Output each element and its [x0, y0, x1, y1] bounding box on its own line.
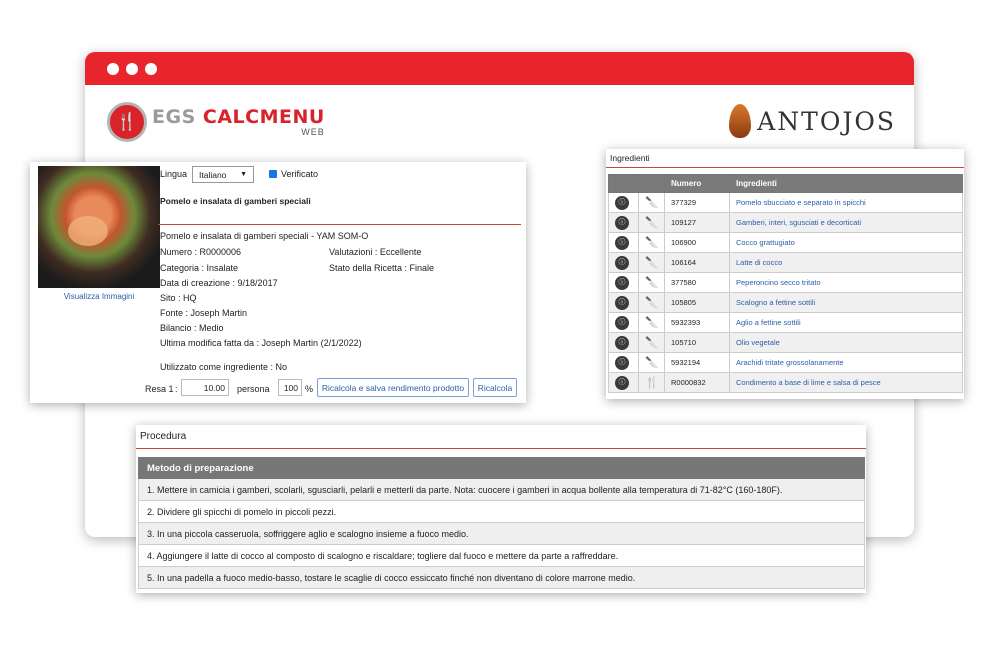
ingredient-name-link[interactable]: Peperoncino secco tritato: [730, 273, 963, 293]
procedure-step: 5. In una padella a fuoco medio-basso, tostare le scaglie di cocco essiccato finché non diventano di colore marrone medio.: [139, 567, 865, 589]
flame-icon: [729, 104, 751, 138]
calcmenu-logo-icon: 🍴: [107, 102, 147, 142]
logo-calcmenu: CALCMENU: [202, 105, 325, 128]
verified-label: Verificato: [281, 169, 319, 179]
ingredient-tool-cell: [639, 253, 665, 273]
language-select[interactable]: [192, 166, 254, 183]
ingredient-tool-cell: [639, 373, 665, 393]
ingredient-info-icon[interactable]: ⓘ: [615, 216, 629, 230]
chevron-down-icon: ▼: [240, 171, 247, 178]
recipe-title: Pomelo e insalata di gamberi speciali: [160, 196, 311, 206]
percent-sign: %: [305, 384, 314, 394]
ingredient-number: 105805: [665, 293, 730, 313]
egs-calcmenu-logo: [107, 102, 325, 142]
prep-tool-icon: 🔪: [645, 197, 659, 209]
table-row: [609, 253, 963, 273]
brand-name: ANTOJOS: [757, 106, 896, 136]
ingredient-number: 106164: [665, 253, 730, 273]
language-label: Lingua: [160, 169, 188, 179]
recipe-photo[interactable]: [38, 166, 160, 288]
ingredient-tool-cell: [639, 193, 665, 213]
procedure-step: 3. In una piccola casseruola, soffriggere aglio e scalogno insieme a fuoco medio.: [139, 523, 865, 545]
ingredient-tool-cell: [639, 233, 665, 253]
table-row: [139, 479, 865, 501]
logo-wordmark: [152, 105, 325, 128]
category-value: Insalate: [206, 263, 239, 273]
used-as-ingredient: Utilizzato come ingrediente : No: [160, 362, 288, 372]
window-dot-icon[interactable]: [145, 63, 157, 75]
yield-input[interactable]: 10.00: [181, 379, 229, 396]
ingredient-number: 105710: [665, 333, 730, 353]
ingredient-tool-cell: [639, 333, 665, 353]
prep-tool-icon: 🔪: [645, 357, 659, 369]
recipe-last-modified: [160, 338, 362, 348]
ingredient-info-cell: [609, 333, 639, 353]
procedure-title: Procedura: [140, 431, 187, 442]
ingredient-info-cell: [609, 193, 639, 213]
column-header: [609, 175, 639, 193]
window-dot-icon[interactable]: [126, 63, 138, 75]
ingredient-info-cell: [609, 373, 639, 393]
ingredient-number: 109127: [665, 213, 730, 233]
prep-tool-icon: 🔪: [645, 277, 659, 289]
browser-title-bar: [85, 52, 914, 85]
recalc-save-button[interactable]: Ricalcola e salva rendimento prodotto: [317, 378, 469, 397]
logo-text: [152, 105, 325, 137]
yield-colon: :: [175, 384, 178, 394]
ingredient-info-cell: [609, 293, 639, 313]
ingredient-tool-cell: [639, 293, 665, 313]
table-row: [609, 213, 963, 233]
ingredients-table: [608, 174, 963, 393]
ingredient-name-link[interactable]: Scalogno a fettine sottili: [730, 293, 963, 313]
procedure-table: [138, 457, 865, 589]
recipe-card: [30, 162, 526, 403]
table-row: [609, 193, 963, 213]
recipe-created: Data di creazione : 9/18/2017: [160, 278, 278, 288]
recipe-source: Fonte : Joseph Martin: [160, 308, 248, 318]
table-row: [609, 293, 963, 313]
recipe-rating: Valutazioni : Eccellente: [329, 247, 422, 257]
ingredient-info-cell: [609, 313, 639, 333]
column-header: Numero: [665, 175, 730, 193]
prep-tool-icon: 🔪: [645, 297, 659, 309]
prep-tool-icon: 🔪: [645, 337, 659, 349]
ingredient-info-icon[interactable]: ⓘ: [615, 296, 629, 310]
last-modified-date: (2/1/2022): [320, 338, 362, 348]
ingredient-name-link[interactable]: Latte di cocco: [730, 253, 963, 273]
prep-tool-icon: 🍴: [645, 377, 659, 389]
ingredient-number: 106900: [665, 233, 730, 253]
antojos-brand: [729, 104, 896, 138]
divider: [136, 448, 866, 449]
ingredient-info-cell: [609, 253, 639, 273]
ingredient-info-icon[interactable]: ⓘ: [615, 336, 629, 350]
table-header-row: [139, 458, 865, 479]
recipe-status: Stato della Ricetta : Finale: [329, 263, 435, 273]
ingredient-name-link[interactable]: Arachidi tritate grossolanamente: [730, 353, 963, 373]
recipe-category: [160, 263, 238, 273]
person-label: persona: [237, 384, 270, 394]
yield-label: Resa 1: [145, 384, 174, 394]
table-row: [609, 373, 963, 393]
table-row: [139, 545, 865, 567]
ingredient-info-cell: [609, 353, 639, 373]
ingredients-panel: [606, 149, 964, 399]
ingredient-number: 377329: [665, 193, 730, 213]
column-header: [639, 175, 665, 193]
logo-egs: EGS: [152, 105, 203, 128]
table-row: [139, 523, 865, 545]
view-images-link[interactable]: Visualizza Immagini: [63, 292, 135, 301]
window-dot-icon[interactable]: [107, 63, 119, 75]
ingredient-info-icon[interactable]: ⓘ: [615, 276, 629, 290]
language-value: Italiano: [199, 169, 227, 180]
divider: [606, 167, 964, 168]
recalc-button[interactable]: Ricalcola: [473, 378, 517, 397]
prep-tool-icon: 🔪: [645, 237, 659, 249]
table-row: [609, 353, 963, 373]
table-row: [139, 501, 865, 523]
ingredient-info-icon[interactable]: ⓘ: [615, 196, 629, 210]
ingredient-name-link[interactable]: Aglio a fettine sottili: [730, 313, 963, 333]
table-row: [609, 273, 963, 293]
prep-tool-icon: 🔪: [645, 257, 659, 269]
procedure-step: 1. Mettere in camicia i gamberi, scolarli, sgusciarli, pelarli e metterli da parte. Nota: cuocere i gamberi in acqua bollente alla temperatura di 71-82°C (160-180F).: [139, 479, 865, 501]
ingredient-info-icon[interactable]: ⓘ: [615, 376, 629, 390]
table-row: [139, 567, 865, 589]
ingredient-info-icon[interactable]: ⓘ: [615, 236, 629, 250]
percent-input[interactable]: 100: [278, 379, 302, 396]
recipe-number: Numero : R0000006: [160, 247, 242, 257]
table-header-row: [609, 175, 963, 193]
ingredient-info-cell: [609, 273, 639, 293]
procedure-panel: [136, 425, 866, 593]
recipe-balance: Bilancio : Medio: [160, 323, 224, 333]
ingredient-number: R0000832: [665, 373, 730, 393]
prep-tool-icon: 🔪: [645, 317, 659, 329]
procedure-step: 4. Aggiungere il latte di cocco al composto di scalogno e riscaldare; togliere dal fuoco e mettere da parte a raffreddare.: [139, 545, 865, 567]
ingredient-number: 5932393: [665, 313, 730, 333]
ingredient-tool-cell: [639, 353, 665, 373]
table-row: [609, 333, 963, 353]
ingredient-info-cell: [609, 233, 639, 253]
ingredient-number: 5932194: [665, 353, 730, 373]
prep-tool-icon: 🔪: [645, 217, 659, 229]
last-modified-by: Ultima modifica fatta da : Joseph Martin: [160, 338, 319, 348]
ingredient-info-icon[interactable]: ⓘ: [615, 356, 629, 370]
procedure-header: Metodo di preparazione: [139, 458, 865, 479]
ingredient-tool-cell: [639, 213, 665, 233]
ingredient-number: 377580: [665, 273, 730, 293]
ingredient-name-link[interactable]: Olio vegetale: [730, 333, 963, 353]
logo-web: WEB: [301, 126, 325, 137]
category-label: Categoria :: [160, 263, 207, 273]
recipe-subtitle: Pomelo e insalata di gamberi speciali - YAM SOM-O: [160, 231, 369, 241]
recipe-site: Sito : HQ: [160, 293, 197, 303]
ingredients-title: Ingredienti: [610, 153, 650, 163]
ingredient-info-cell: [609, 213, 639, 233]
ingredient-name-link[interactable]: Condimento a base di lime e salsa di pesce: [730, 373, 963, 393]
ingredient-info-icon[interactable]: ⓘ: [615, 316, 629, 330]
divider: [158, 224, 521, 225]
column-header: Ingredienti: [730, 175, 963, 193]
ingredient-name-link[interactable]: Gamberi, interi, sgusciati e decorticati: [730, 213, 963, 233]
ingredient-tool-cell: [639, 273, 665, 293]
ingredient-name-link[interactable]: Cocco grattugiato: [730, 233, 963, 253]
ingredient-name-link[interactable]: Pomelo sbucciato e separato in spicchi: [730, 193, 963, 213]
table-row: [609, 233, 963, 253]
table-row: [609, 313, 963, 333]
procedure-step: 2. Dividere gli spicchi di pomelo in piccoli pezzi.: [139, 501, 865, 523]
ingredient-tool-cell: [639, 313, 665, 333]
verified-checkbox[interactable]: [269, 170, 277, 178]
ingredient-info-icon[interactable]: ⓘ: [615, 256, 629, 270]
